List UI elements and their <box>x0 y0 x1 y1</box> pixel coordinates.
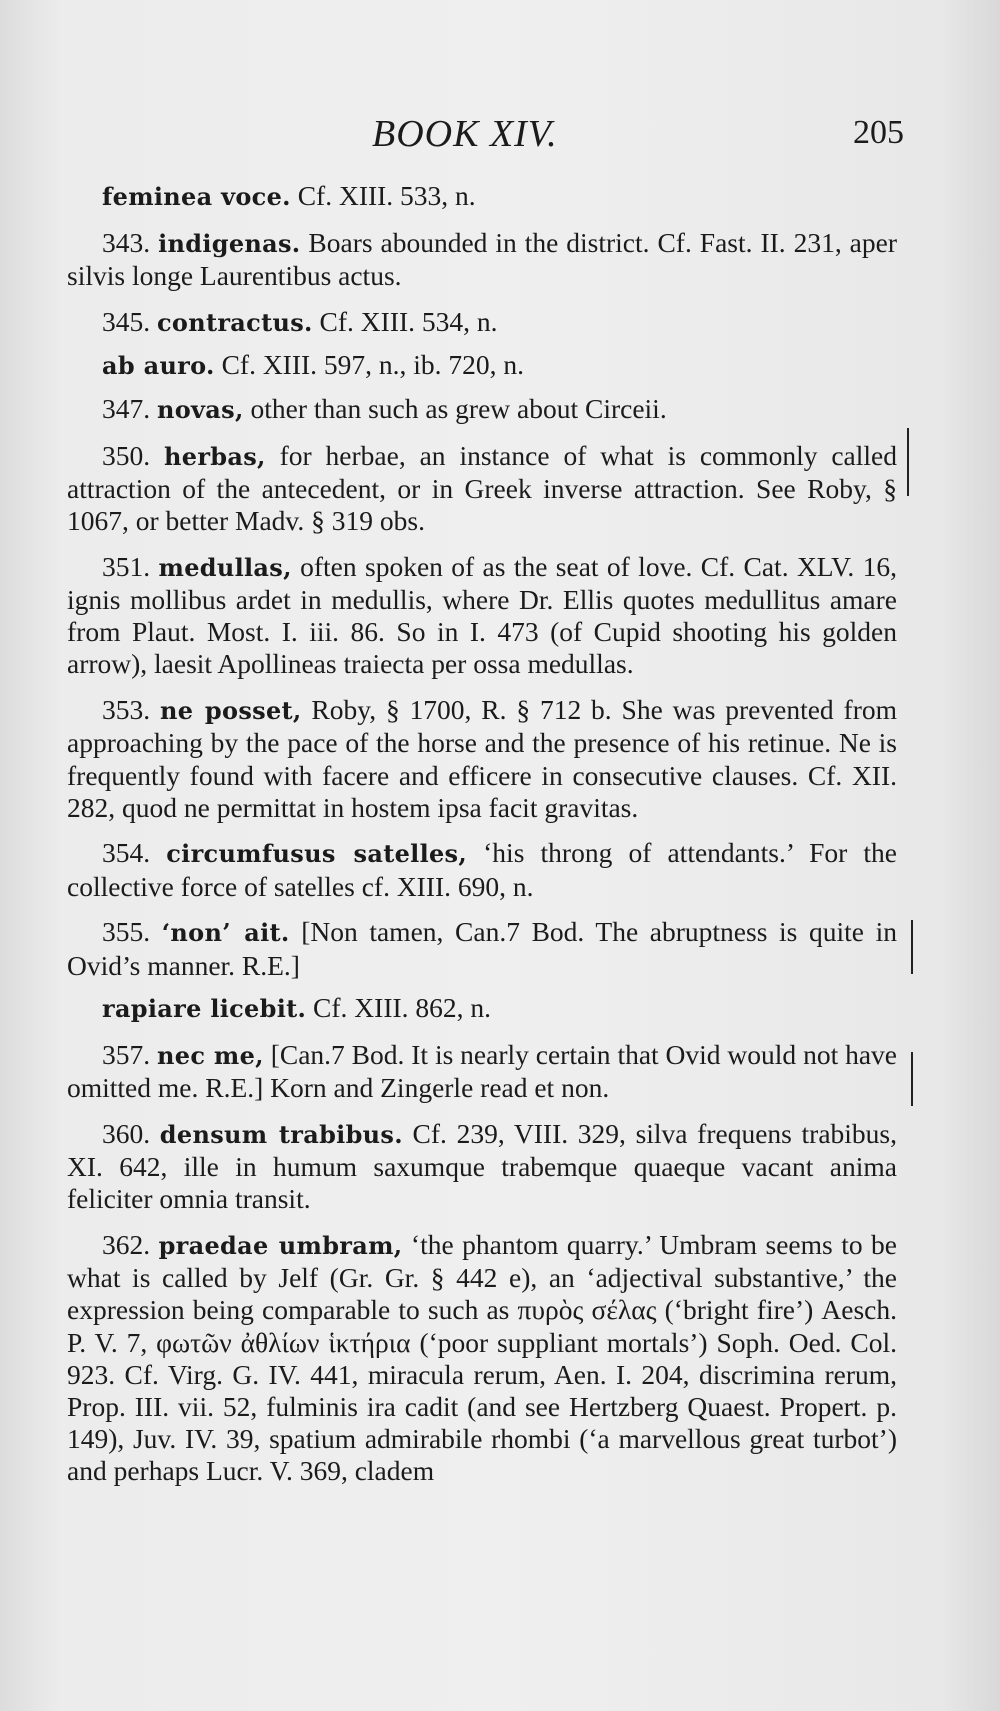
line-number: 350. <box>102 439 151 471</box>
note-entry <box>67 349 897 382</box>
lemma: rapiare licebit. <box>102 994 307 1024</box>
note-text: other than such as grew about Circeii. <box>243 393 667 425</box>
note-entry <box>67 440 897 538</box>
note-text: Cf. XIII. 533, n. <box>290 180 476 211</box>
lemma: herbas, <box>164 441 266 471</box>
note-entry <box>67 1118 897 1216</box>
lemma: indigenas. <box>158 228 301 258</box>
line-number: 347. <box>102 393 151 425</box>
lemma: densum trabibus. <box>159 1119 403 1149</box>
margin-mark <box>911 920 913 974</box>
page-number: 205 <box>853 114 904 151</box>
note-text: Cf. 239, VIII. 329, silva frequens trabibus, XI. 642, ille in humum saxumque trabemque quaeque vacant anima feliciter omnia transit. <box>67 1117 897 1215</box>
note-entry <box>67 992 897 1025</box>
note-entry <box>67 1039 897 1104</box>
note-text: Roby, § 1700, R. § 712 b. She was prevented from approaching by the pace of the horse and the presence of his retinue. Ne is frequently found with facere and efficere in consecutive clauses. Cf. XII. 282, quod ne permittat in hostem ipsa facit gravitas. <box>67 694 897 823</box>
lemma: contractus. <box>157 307 313 337</box>
lemma: ab auro. <box>102 351 215 381</box>
note-entry <box>67 227 897 292</box>
line-number: 353. <box>102 694 151 726</box>
note-text: Cf. XIII. 862, n. <box>306 992 492 1024</box>
note-entry <box>67 551 897 681</box>
lemma: novas, <box>157 395 244 425</box>
note-text: Cf. XIII. 534, n. <box>312 305 498 337</box>
line-number: 343. <box>102 226 151 258</box>
note-text: [Non tamen, Can.7 Bod. The abruptness is quite in Ovid’s manner. R.E.] <box>67 916 897 981</box>
lemma: medullas, <box>158 552 292 582</box>
note-entry <box>67 1229 897 1488</box>
note-entry <box>67 306 897 339</box>
line-number: 354. <box>102 837 151 869</box>
lemma: ‘non’ ait. <box>161 918 290 948</box>
line-number: 357. <box>102 1038 151 1070</box>
lemma: circumfusus satelles, <box>166 839 468 869</box>
note-text: for herbae, an instance of what is commonly called attraction of the antecedent, or in Greek inverse attraction. See Roby, § 1067, or better Madv. § 319 obs. <box>67 439 897 537</box>
note-entry <box>67 837 897 902</box>
note-text: Boars abounded in the district. Cf. Fast. II. 231, aper silvis longe Laurentibus actus. <box>67 226 897 291</box>
lemma: praedae umbram, <box>158 1230 403 1260</box>
commentary-body <box>67 180 897 1501</box>
page-header <box>0 112 1000 162</box>
note-entry <box>67 916 897 981</box>
margin-mark <box>911 1052 913 1106</box>
line-number: 360. <box>102 1117 151 1149</box>
margin-mark <box>907 428 909 496</box>
line-number: 351. <box>102 550 151 582</box>
lemma: nec me, <box>157 1040 264 1070</box>
line-number: 355. <box>102 916 151 948</box>
note-text: Cf. XIII. 597, n., ib. 720, n. <box>214 349 525 381</box>
note-text: ‘the phantom quarry.’ Umbram seems to be what is called by Jelf (Gr. Gr. § 442 e), an ‘adjectival substantive,’ the expression being comparable to such as πυρὸς σέλας (‘bright fire’) Aesch. P. V. 7, φωτῶν ἀθλίων ἱκτήρια (‘poor suppliant mortals’) Soph. Oed. Col. 923. Cf. Virg. G. IV. 441, miracula rerum, Aen. I. 204, discrimina rerum, Prop. III. vii. 52, fulminis ira cadit (and see Hertzberg Quaest. Propert. p. 149), Juv. IV. 39, spatium admirabile rhombi (‘a marvellous great turbot’) and perhaps Lucr. V. 369, cladem <box>67 1228 897 1487</box>
line-number: 362. <box>102 1228 151 1260</box>
note-text: [Can.7 Bod. It is nearly certain that Ovid would not have omitted me. R.E.] Korn and Zingerle read et non. <box>67 1038 897 1104</box>
lemma: feminea voce. <box>102 182 291 211</box>
note-text: ‘his throng of attendants.’ For the collective force of satelles cf. XIII. 690, n. <box>67 837 897 902</box>
lemma: ne posset, <box>159 696 302 726</box>
note-entry <box>67 393 897 426</box>
running-title: BOOK XIV. <box>372 113 558 155</box>
note-text: often spoken of as the seat of love. Cf. Cat. XLV. 16, ignis mollibus ardet in medullis, where Dr. Ellis quotes medullitus amare from Plaut. Most. I. iii. 86. So in I. 473 (of Cupid shooting his golden arrow), laesit Apollineas traiecta per ossa medullas. <box>67 550 898 680</box>
line-number: 345. <box>102 305 151 337</box>
note-entry <box>67 180 897 213</box>
note-entry <box>67 694 897 824</box>
